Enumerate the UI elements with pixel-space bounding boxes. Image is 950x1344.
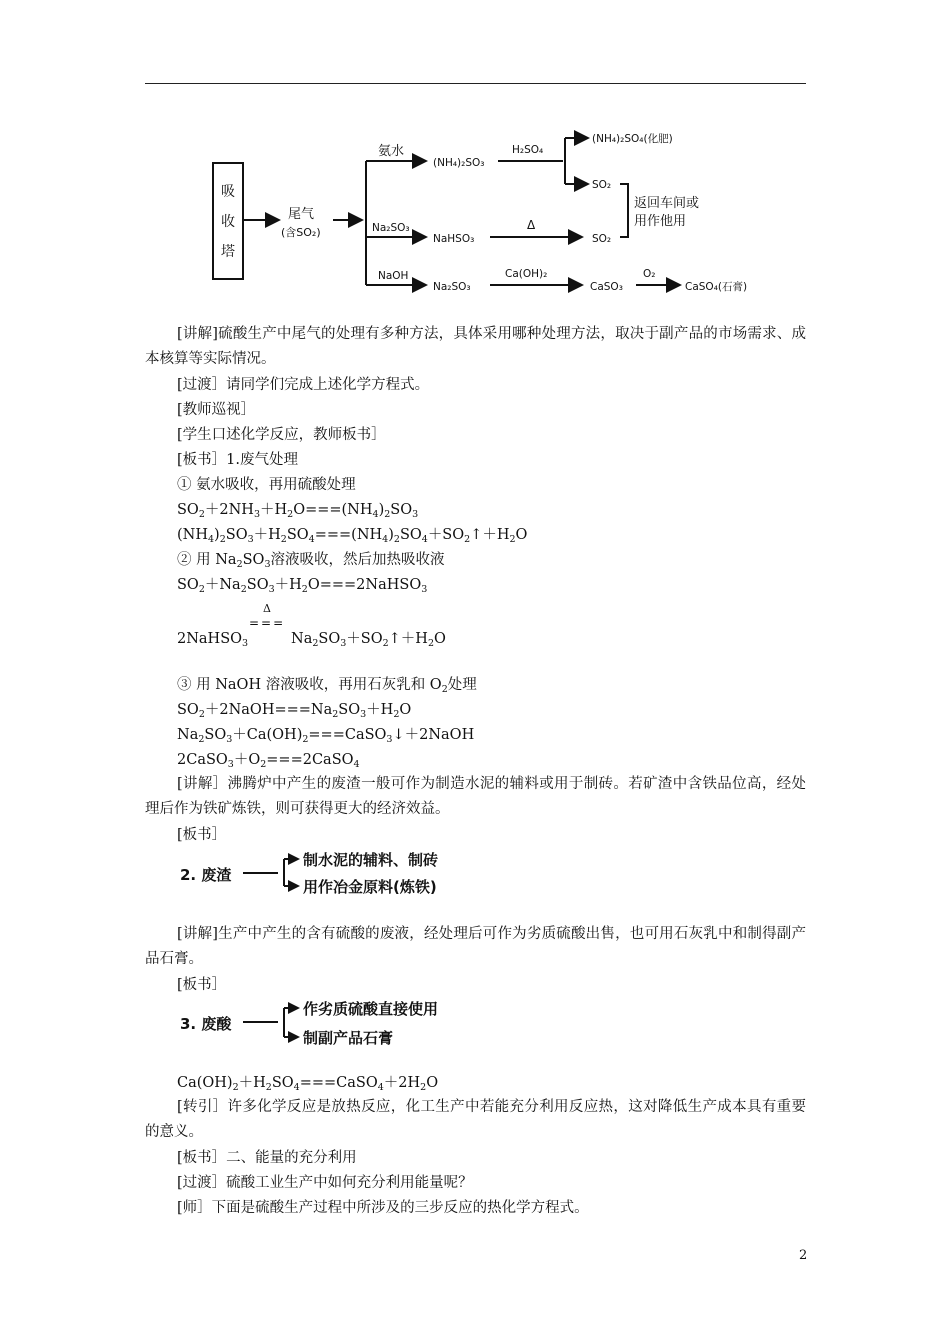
para-board-4: [板书］二、能量的充分利用 [177, 1150, 357, 1166]
para-board-3: [板书］ [177, 977, 227, 993]
para-explain-1: [讲解]硫酸生产中尾气的处理有多种方法，具体采用哪种处理方法，取决于副产品的市场需求、成本核算等实际情况。 [145, 326, 806, 367]
equation-7: $2CaSO_3+O_2===2CaSO_4$ [177, 752, 360, 770]
r2-out-so2: SO₂ [592, 233, 612, 245]
r1-out-fertilizer: (NH₄)₂SO₄(化肥) [592, 133, 673, 145]
heat-condition: Δ [263, 602, 271, 615]
page-number: 2 [799, 1248, 808, 1263]
para-transition-1: [过渡］请同学们完成上述化学方程式。 [177, 377, 430, 393]
r1-out-so2: SO₂ [592, 179, 612, 191]
para-teacher: [师］下面是硫酸生产过程中所涉及的三步反应的热化学方程式。 [177, 1200, 589, 1216]
r3-reagent: NaOH [378, 270, 409, 282]
tower-char-2: 收 [221, 214, 235, 230]
equation-4-left: 2NaHSO$_3$ [177, 631, 249, 649]
board-waste-acid [180, 1000, 438, 1047]
para-board-1: [板书］1.废气处理 [177, 452, 298, 468]
equation-4-right: $Na_2SO_3+SO_2↑+H_2O$ [291, 631, 446, 649]
para-explain-2: [讲解］沸腾炉中产生的废渣一般可作为制造水泥的辅料或用于制砖。若矿渣中含铁品位高，经处理后作为铁矿炼铁，则可获得更大的经济效益。 [145, 776, 806, 817]
r3-condition-1: Ca(OH)₂ [505, 268, 548, 280]
r3-condition-2: O₂ [643, 268, 656, 280]
board3-item-2: 制副产品石膏 [303, 1029, 394, 1047]
para-explain-3: [讲解]生产中产生的含有硫酸的废液，经处理后可作为劣质硫酸出售，也可用石灰乳中和制得副产品石膏。 [145, 926, 806, 967]
board-waste-residue [180, 851, 438, 896]
board2-item-1: 制水泥的辅料、制砖 [303, 851, 439, 869]
para-method-2: ② 用 $Na_2SO_3$溶液吸收，然后加热吸收液 [177, 552, 445, 570]
tower-char-3: 塔 [221, 244, 235, 260]
r1-product: (NH₄)₂SO₃ [433, 157, 485, 169]
para-method-1: ① 氨水吸收，再用硫酸处理 [177, 477, 356, 493]
r1-acid: H₂SO₄ [512, 144, 544, 156]
para-student-oral: [学生口述化学反应，教师板书］ [177, 427, 386, 443]
para-teacher-patrol: [教师巡视］ [177, 402, 256, 418]
board3-item-1: 作劣质硫酸直接使用 [303, 1000, 439, 1018]
equation-1: $SO_2+2NH_3+H_2O===(NH_4)_2SO_3$ [177, 502, 419, 520]
equation-2: $(NH_4)_2SO_3+H_2SO_4===(NH_4)_2SO_4+SO_2↑+H_2O$ [177, 527, 528, 545]
equation-5: $SO_2+2NaOH===Na_2SO_3+H_2O$ [177, 702, 412, 720]
board2-item-2: 用作冶金原料(炼铁) [303, 878, 437, 896]
tail-gas-flowchart [0, 0, 950, 310]
r2-reagent: Na₂SO₃ [372, 222, 410, 234]
equation-8: $Ca(OH)_2+H_2SO_4===CaSO_4+2H_2O$ [177, 1075, 439, 1093]
r1-reagent: 氨水 [378, 144, 405, 159]
equation-3: $SO_2+Na_2SO_3+H_2O===2NaHSO_3$ [177, 577, 428, 595]
equals-sign: === [249, 616, 286, 630]
r3-mid: CaSO₃ [590, 281, 623, 293]
para-method-3: ③ 用 NaOH 溶液吸收，再用石灰乳和 $O_2$处理 [177, 677, 477, 695]
return-note-2: 用作他用 [634, 214, 687, 229]
para-board-2: [板书］ [177, 827, 227, 843]
board3-head: 3. 废酸 [180, 1015, 232, 1033]
return-note-1: 返回车间或 [634, 196, 700, 211]
r2-product: NaHSO₃ [433, 233, 475, 245]
r3-out-gypsum: CaSO₄(石膏) [685, 281, 748, 293]
para-lead-in: [转引］许多化学反应是放热反应，化工生产中若能充分利用反应热，这对降低生产成本具有重要的意义。 [145, 1099, 806, 1140]
equation-6: $Na_2SO_3+Ca(OH)_2===CaSO_3↓+2NaOH$ [177, 727, 475, 745]
board2-head: 2. 废渣 [180, 866, 232, 884]
r2-condition: Δ [527, 218, 536, 232]
gas-label: 尾气 [288, 207, 315, 222]
para-transition-2: [过渡］硫酸工业生产中如何充分利用能量呢？ [177, 1175, 473, 1191]
tower-char-1: 吸 [221, 184, 235, 200]
r3-product: Na₂SO₃ [433, 281, 471, 293]
return-bracket [620, 184, 628, 237]
gas-sub-label: (含SO₂) [281, 226, 321, 239]
